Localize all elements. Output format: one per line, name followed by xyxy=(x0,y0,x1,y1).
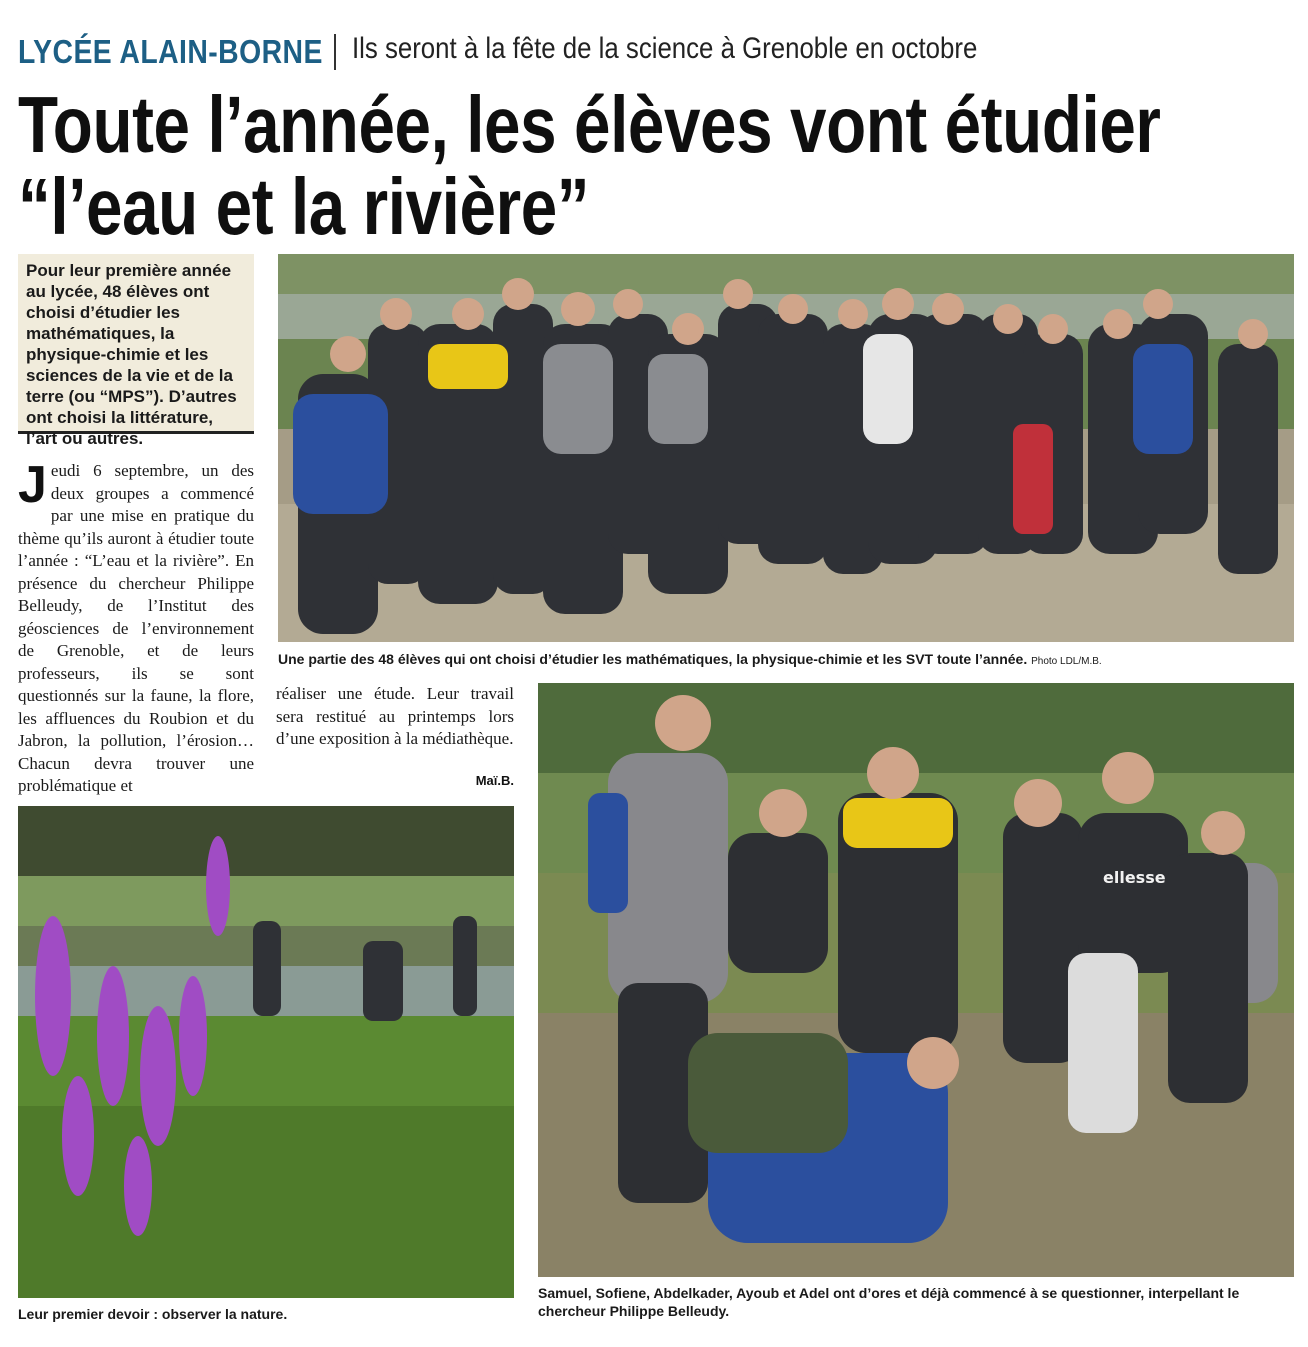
students-photo-caption: Samuel, Sofiene, Abdelkader, Ayoub et Adel ont d’ores et déjà commencé à se questionner, interpellant le chercheur Philippe Belleudy. xyxy=(538,1285,1240,1319)
chapo-box xyxy=(18,254,254,448)
kicker xyxy=(18,32,978,72)
article-body-col2 xyxy=(276,683,514,751)
nature-photo-caption: Leur premier devoir : observer la nature. xyxy=(18,1306,288,1322)
shirt-logo: ellesse xyxy=(1103,868,1166,887)
body-text-col2: réaliser une étude. Leur travail sera restitué au printemps lors d’une exposition à la médiathèque. xyxy=(276,684,514,748)
nature-photo xyxy=(18,806,514,1298)
author-signature: Maï.B. xyxy=(475,773,514,788)
headline xyxy=(18,80,1161,251)
section-label: LYCÉE ALAIN-BORNE xyxy=(18,33,323,70)
chapo-text: Pour leur première année au lycée, 48 élèves ont choisi d’étudier les mathématiques, la physique-chimie et les sciences de la vie et de la terre (ou “MPS”). D’autres ont choisi la littérature, l’art ou autres. xyxy=(26,261,237,448)
kicker-subtitle: Ils seront à la fête de la science à Grenoble en octobre xyxy=(352,32,978,65)
photo-credit: Photo LDL/M.B. xyxy=(1031,656,1102,667)
article-body-col1 xyxy=(18,456,254,798)
kicker-divider xyxy=(334,34,336,70)
drop-cap: J xyxy=(18,456,47,514)
headline-line-1: Toute l’année, les élèves vont étudier xyxy=(18,80,1161,169)
students-photo xyxy=(538,683,1294,1277)
group-caption-text: Une partie des 48 élèves qui ont choisi d’étudier les mathématiques, la physique-chimie et les SVT toute l’année. xyxy=(278,651,1028,667)
group-photo xyxy=(278,254,1294,642)
headline-line-2: “l’eau et la rivière” xyxy=(18,162,590,251)
body-text-col1: eudi 6 septembre, un des deux groupes a commencé par une mise en pratique du thème qu’ils auront à étudier toute l’année : “L’eau et la rivière”. En présence du chercheur Philippe Belleudy, de l’Institut des géosciences de l’environnement de Grenoble, et de leurs professeurs, ils se sont questionnés sur la faune, la flore, les affluences du Roubion et du Jabron, la pollution, l’érosion… Chacun devra trouver une problématique et xyxy=(18,461,254,795)
group-photo-caption xyxy=(278,650,1298,671)
